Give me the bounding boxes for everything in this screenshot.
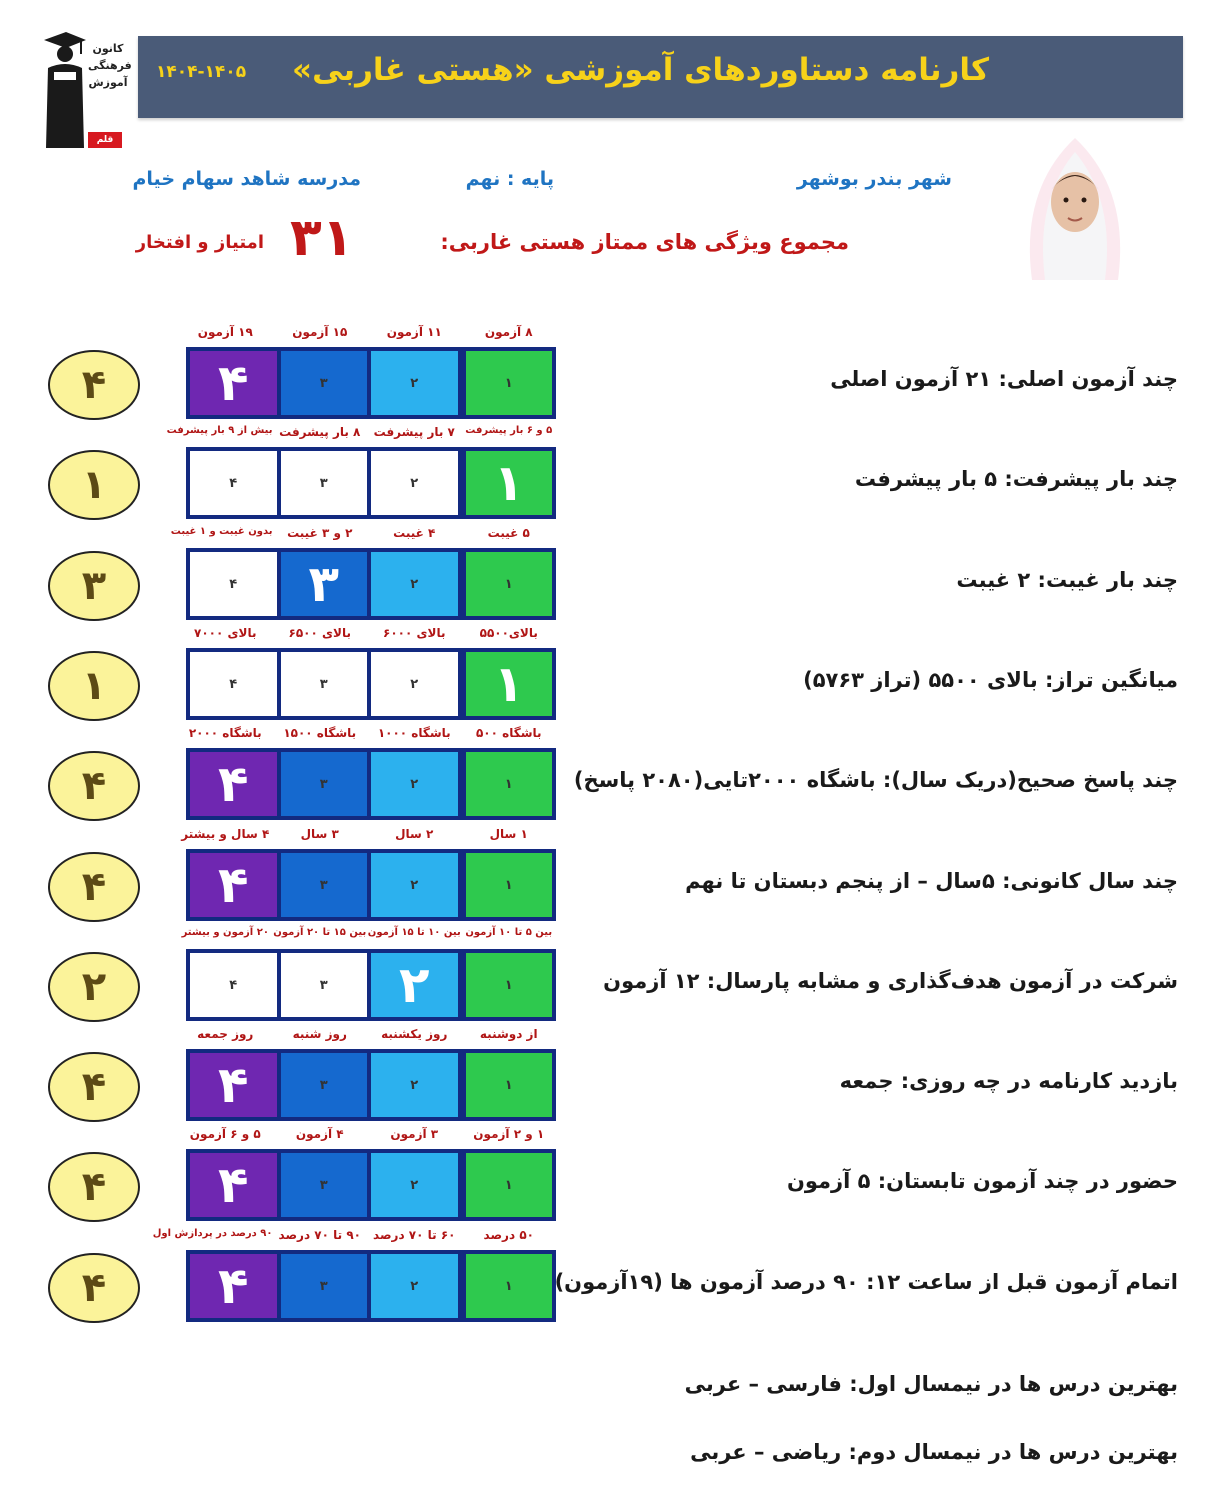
criterion-grid bbox=[178, 548, 556, 620]
criterion-grid bbox=[178, 347, 556, 419]
level-cell: ۱ bbox=[462, 1049, 557, 1121]
level-cell-achieved: ۴ bbox=[186, 849, 281, 921]
column-label: ۲ و ۳ غیبت bbox=[287, 526, 353, 540]
logo-line-2: فرهنگی bbox=[88, 59, 132, 72]
level-cell: ۲ bbox=[367, 1149, 462, 1221]
student-photo bbox=[1010, 130, 1140, 280]
column-label: ۵۰ درصد bbox=[483, 1228, 534, 1242]
level-cell: ۱ bbox=[462, 949, 557, 1021]
points-circle: ۴ bbox=[48, 751, 140, 821]
level-cell: ۳ bbox=[277, 1149, 372, 1221]
points-circle: ۴ bbox=[48, 1152, 140, 1222]
column-label: ۳ آزمون bbox=[390, 1127, 439, 1141]
level-cell-achieved: ۴ bbox=[186, 1250, 281, 1322]
level-cell: ۲ bbox=[367, 347, 462, 419]
column-label: ۱ سال bbox=[489, 827, 528, 841]
criterion-grid bbox=[178, 949, 556, 1021]
student-grade: پایه : نهم bbox=[465, 168, 554, 190]
column-label: روز یکشنبه bbox=[381, 1027, 448, 1041]
points-circle: ۱ bbox=[48, 450, 140, 520]
student-school: مدرسه شاهد سهام خیام bbox=[132, 168, 361, 190]
logo-line-1: کانون bbox=[92, 42, 124, 55]
level-cell: ۴ bbox=[186, 648, 281, 720]
criterion-grid bbox=[178, 1250, 556, 1322]
level-cell-achieved: ۱ bbox=[462, 447, 557, 519]
points-circle: ۴ bbox=[48, 1052, 140, 1122]
criterion-question: بازدید کارنامه در چه روزی: جمعه bbox=[839, 1069, 1178, 1093]
column-label: باشگاه ۱۰۰۰ bbox=[377, 726, 451, 740]
column-label: ۷ بار پیشرفت bbox=[373, 425, 455, 439]
level-cell: ۳ bbox=[277, 748, 372, 820]
column-label: ۴ غیبت bbox=[393, 526, 436, 540]
column-label: ۱ و ۲ آزمون bbox=[473, 1127, 545, 1141]
column-label: ۱۱ آزمون bbox=[386, 325, 442, 339]
level-cell-achieved: ۴ bbox=[186, 748, 281, 820]
criterion-question: میانگین تراز: بالای ۵۵۰۰ (تراز ۵۷۶۳) bbox=[803, 668, 1178, 692]
points-circle: ۴ bbox=[48, 852, 140, 922]
points-circle: ۱ bbox=[48, 651, 140, 721]
criterion-labels bbox=[178, 626, 556, 640]
column-label: ۶۰ تا ۷۰ درصد bbox=[373, 1228, 456, 1242]
column-label: باشگاه ۱۵۰۰ bbox=[283, 726, 357, 740]
title-years: ۱۴۰۴-۱۴۰۵ bbox=[156, 62, 247, 82]
level-cell: ۲ bbox=[367, 748, 462, 820]
column-label: بین ۱۰ تا ۱۵ آزمون bbox=[367, 927, 461, 938]
level-cell-achieved: ۴ bbox=[186, 347, 281, 419]
criterion-question: حضور در چند آزمون تابستان: ۵ آزمون bbox=[786, 1169, 1178, 1193]
level-cell: ۴ bbox=[186, 949, 281, 1021]
column-label: ۹۰ تا ۷۰ درصد bbox=[278, 1228, 361, 1242]
criterion-labels bbox=[178, 1127, 556, 1141]
points-circle: ۴ bbox=[48, 350, 140, 420]
total-score: ۳۱ bbox=[290, 208, 354, 268]
column-label: روز شنبه bbox=[292, 1027, 347, 1041]
column-label: ۳ سال bbox=[300, 827, 339, 841]
criterion-question: چند آزمون اصلی: ۲۱ آزمون اصلی bbox=[830, 367, 1178, 391]
level-cell: ۲ bbox=[367, 849, 462, 921]
best-subjects-second-semester: بهترین درس ها در نیمسال دوم: ریاضی – عربی bbox=[690, 1440, 1178, 1464]
criterion-labels bbox=[178, 927, 556, 938]
points-circle: ۲ bbox=[48, 952, 140, 1022]
level-cell: ۲ bbox=[367, 447, 462, 519]
criterion-labels bbox=[178, 1027, 556, 1041]
column-label: بدون غیبت و ۱ غیبت bbox=[170, 526, 273, 537]
criterion-labels bbox=[170, 526, 556, 540]
points-circle: ۳ bbox=[48, 551, 140, 621]
criterion-grid bbox=[178, 1049, 556, 1121]
criterion-question: اتمام آزمون قبل از ساعت ۱۲: ۹۰ درصد آزمون ها (۱۹آزمون) bbox=[554, 1270, 1178, 1294]
column-label: ۵ غیبت bbox=[487, 526, 530, 540]
column-label: ۱۹ آزمون bbox=[197, 325, 253, 339]
kanoon-logo bbox=[40, 30, 132, 161]
sum-label: مجموع ویژگی های ممتاز هستی غاربی: bbox=[440, 230, 849, 254]
level-cell: ۱ bbox=[462, 1250, 557, 1322]
level-cell: ۱ bbox=[462, 748, 557, 820]
level-cell-achieved: ۳ bbox=[277, 548, 372, 620]
level-cell-achieved: ۴ bbox=[186, 1149, 281, 1221]
column-label: ۱۵ آزمون bbox=[292, 325, 348, 339]
column-label: بین ۵ تا ۱۰ آزمون bbox=[465, 927, 553, 938]
column-label: ۲۰ آزمون و بیشتر bbox=[181, 927, 269, 938]
column-label: از دوشنبه bbox=[479, 1027, 538, 1041]
level-cell: ۳ bbox=[277, 1250, 372, 1322]
criterion-grid bbox=[178, 849, 556, 921]
level-cell-achieved: ۱ bbox=[462, 648, 557, 720]
column-label: ۵ و ۶ بار پیشرفت bbox=[465, 425, 553, 436]
column-label: ۸ آزمون bbox=[484, 325, 533, 339]
logo-badge: قلم چی bbox=[88, 132, 122, 148]
criterion-question: چند سال کانونی: ۵سال – از پنجم دبستان تا نهم bbox=[685, 869, 1178, 893]
criterion-grid bbox=[178, 748, 556, 820]
column-label: ۲ سال bbox=[395, 827, 434, 841]
level-cell: ۳ bbox=[277, 949, 372, 1021]
page-title: کارنامه دستاوردهای آموزشی «هستی غاربی» bbox=[292, 52, 989, 88]
column-label: باشگاه ۵۰۰ bbox=[475, 726, 542, 740]
level-cell: ۳ bbox=[277, 648, 372, 720]
level-cell: ۱ bbox=[462, 849, 557, 921]
column-label: ۴ آزمون bbox=[295, 1127, 344, 1141]
criterion-question: شرکت در آزمون هدف‌گذاری و مشابه پارسال: ۱۲ آزمون bbox=[603, 969, 1178, 993]
level-cell: ۳ bbox=[277, 1049, 372, 1121]
best-subjects-first-semester: بهترین درس ها در نیمسال اول: فارسی – عربی bbox=[684, 1372, 1178, 1396]
level-cell: ۲ bbox=[367, 548, 462, 620]
column-label: بالای ۶۰۰۰ bbox=[383, 626, 446, 640]
level-cell: ۲ bbox=[367, 1250, 462, 1322]
level-cell-achieved: ۴ bbox=[186, 1049, 281, 1121]
level-cell: ۳ bbox=[277, 849, 372, 921]
column-label: بالای ۶۵۰۰ bbox=[288, 626, 351, 640]
criterion-question: چند پاسخ صحیح(دریک سال): باشگاه ۲۰۰۰تایی(۲۰۸۰ پاسخ) bbox=[573, 768, 1178, 792]
column-label: بین ۱۵ تا ۲۰ آزمون bbox=[273, 927, 367, 938]
column-label: بیش از ۹ بار پیشرفت bbox=[166, 425, 273, 436]
criterion-labels bbox=[178, 827, 556, 841]
criterion-grid bbox=[178, 648, 556, 720]
criterion-labels bbox=[152, 1228, 556, 1242]
score-suffix: امتیاز و افتخار bbox=[135, 232, 264, 253]
graduate-figure-icon bbox=[40, 30, 88, 152]
criterion-labels bbox=[178, 726, 556, 740]
level-cell: ۴ bbox=[186, 447, 281, 519]
level-cell: ۴ bbox=[186, 548, 281, 620]
level-cell: ۲ bbox=[367, 648, 462, 720]
column-label: ۹۰ درصد در پردازش اول bbox=[152, 1228, 273, 1239]
points-circle: ۴ bbox=[48, 1253, 140, 1323]
level-cell: ۳ bbox=[277, 347, 372, 419]
column-label: ۵ و ۶ آزمون bbox=[189, 1127, 261, 1141]
criterion-labels bbox=[166, 425, 556, 439]
column-label: باشگاه ۲۰۰۰ bbox=[188, 726, 262, 740]
criterion-grid bbox=[178, 1149, 556, 1221]
criterion-question: چند بار غیبت: ۲ غیبت bbox=[956, 568, 1178, 592]
column-label: روز جمعه bbox=[197, 1027, 254, 1041]
level-cell: ۱ bbox=[462, 347, 557, 419]
column-label: بالای ۷۰۰۰ bbox=[194, 626, 257, 640]
logo-line-3: آموزش bbox=[88, 76, 128, 89]
criterion-question: چند بار پیشرفت: ۵ بار پیشرفت bbox=[854, 467, 1178, 491]
level-cell: ۲ bbox=[367, 1049, 462, 1121]
level-cell: ۳ bbox=[277, 447, 372, 519]
level-cell: ۱ bbox=[462, 548, 557, 620]
column-label: ۴ سال و بیشتر bbox=[181, 827, 270, 841]
criterion-grid bbox=[178, 447, 556, 519]
column-label: بالای۵۵۰۰ bbox=[479, 626, 538, 640]
level-cell: ۱ bbox=[462, 1149, 557, 1221]
criterion-labels bbox=[178, 325, 556, 339]
level-cell-achieved: ۲ bbox=[367, 949, 462, 1021]
column-label: ۸ بار پیشرفت bbox=[279, 425, 361, 439]
student-city: شهر بندر بوشهر bbox=[796, 168, 952, 190]
